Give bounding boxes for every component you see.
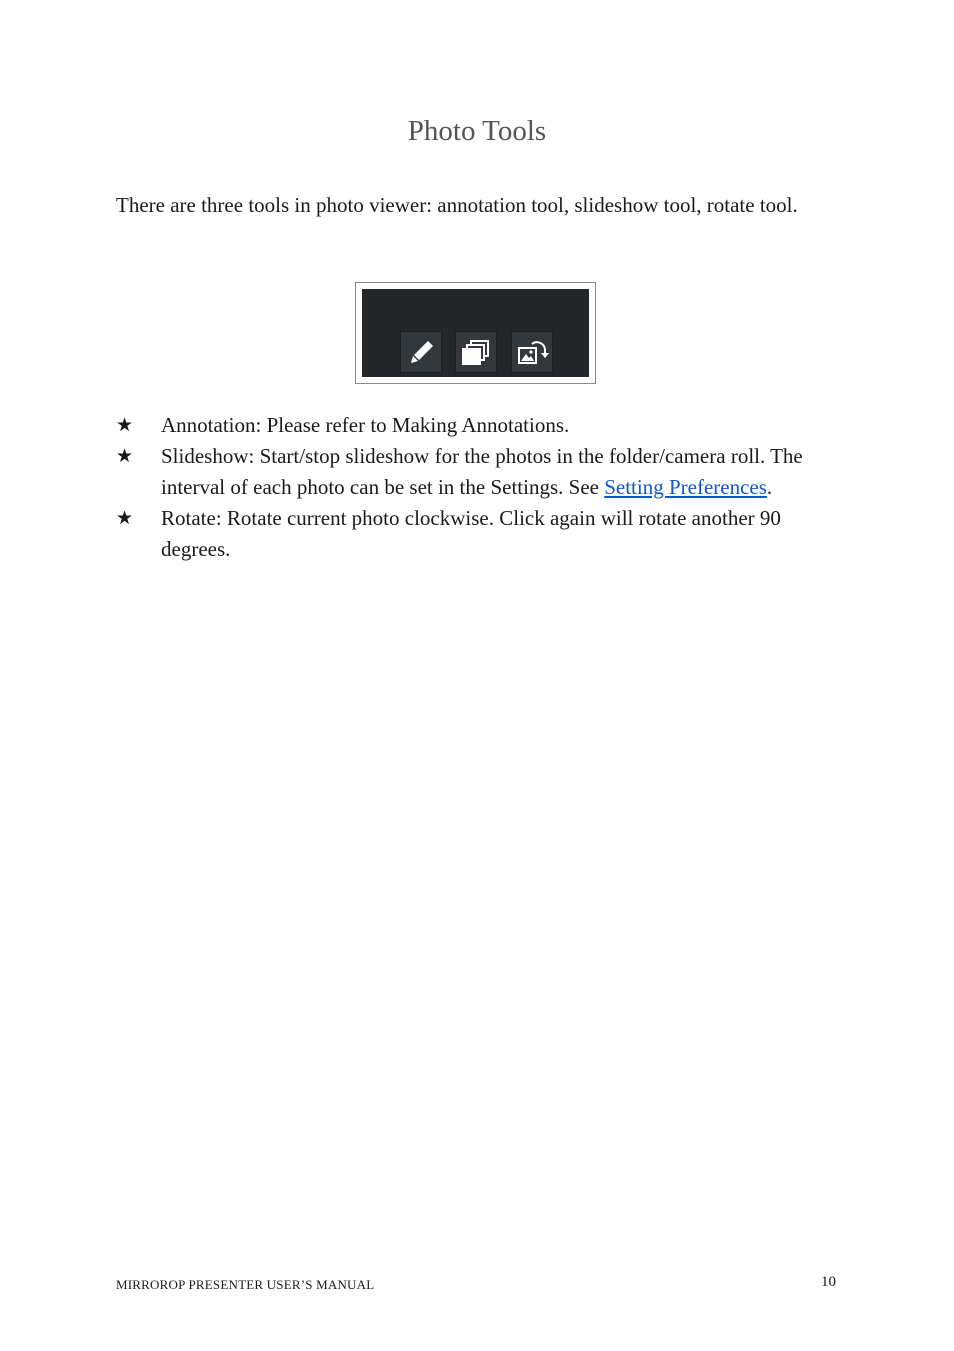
toolbar-screenshot	[355, 282, 596, 384]
intro-paragraph: There are three tools in photo viewer: annotation tool, slideshow tool, rotate tool.	[116, 193, 798, 217]
rotate-tool-button[interactable]	[511, 331, 553, 373]
bullet-text: Annotation: Please refer to Making Annotations.	[161, 413, 570, 437]
slideshow-tool-button[interactable]	[455, 331, 497, 373]
annotation-tool-button[interactable]	[400, 331, 442, 373]
star-bullet-icon: ★	[116, 414, 134, 436]
pencil-icon	[401, 332, 441, 372]
list-item	[116, 503, 836, 565]
photo-toolbar	[362, 289, 589, 377]
slideshow-icon	[456, 332, 496, 372]
list-item	[116, 410, 836, 441]
star-bullet-icon: ★	[116, 507, 134, 529]
tool-list	[116, 410, 836, 565]
star-bullet-icon: ★	[116, 445, 134, 467]
footer-manual-name: MIRROROP PRESENTER USER’S MANUAL	[116, 1277, 375, 1292]
rotate-photo-icon	[512, 332, 552, 372]
bullet-text: Slideshow: Start/stop slideshow for the photos in the folder/camera roll. The interval of each photo can be set in the Settings. See	[161, 444, 803, 499]
bullet-text-end: .	[766, 475, 773, 499]
setting-preferences-link[interactable]: Setting Preferences	[604, 475, 767, 499]
list-item	[116, 441, 836, 503]
bullet-text: Rotate: Rotate current photo clockwise. Click again will rotate another 90 degrees.	[161, 506, 781, 561]
page-number: 10	[821, 1274, 836, 1290]
page-title: Photo Tools	[407, 115, 547, 147]
